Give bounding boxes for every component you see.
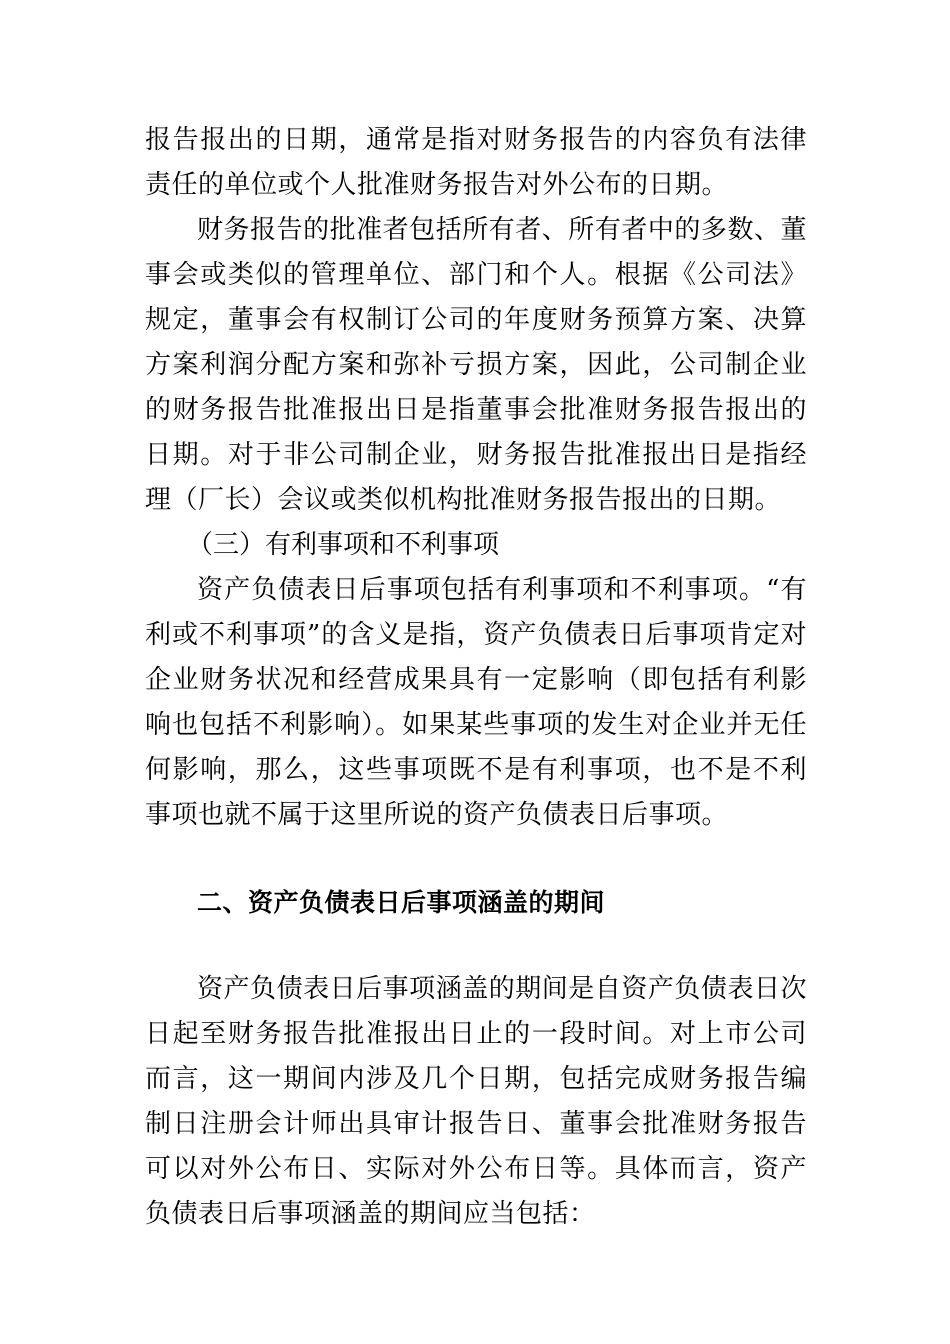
paragraph-favorable-unfavorable: 资产负债表日后事项包括有利事项和不利事项。“有利或不利事项”的含义是指，资产负债表日后事项肯定对企业财务状况和经营成果具有一定影响（即包括有利影响也包括不利影响）。如果某些事项的发生对企业并无任何影响，那么，这些事项既不是有利事项，也不是不利事项也就不属于这里所说的资产负债表日后事项。 [145,575,807,830]
subheading-favorable-unfavorable: （三）有利事项和不利事项 [187,530,500,560]
paragraph-period: 资产负债表日后事项涵盖的期间是自资产负债表日次日起至财务报告批准报出日止的一段时间。对上市公司而言，这一期间内涉及几个日期，包括完成财务报告编制日注册会计师出具审计报告日、董事会批准财务报告可以对外公布日、实际对外公布日等。具体而言，资产负债表日后事项涵盖的期间应当包括： [145,974,807,1229]
document-page [145,118,807,1237]
paragraph-approvers: 财务报告的批准者包括所有者、所有者中的多数、董事会或类似的管理单位、部门和个人。根据《公司法》规定，董事会有权制订公司的年度财务预算方案、决算方案利润分配方案和弥补亏损方案，因此，公司制企业的财务报告批准报出日是指董事会批准财务报告报出的日期。对于非公司制企业，财务报告批准报出日是指经理（厂长）会议或类似机构批准财务报告报出的日期。 [145,215,807,515]
spacer [145,925,807,967]
section-heading-period: 二、资产负债表日后事项涵盖的期间 [197,888,606,917]
spacer [145,838,807,880]
paragraph-report-date: 报告报出的日期，通常是指对财务报告的内容负有法律责任的单位或个人批准财务报告对外公布的日期。 [145,125,807,200]
